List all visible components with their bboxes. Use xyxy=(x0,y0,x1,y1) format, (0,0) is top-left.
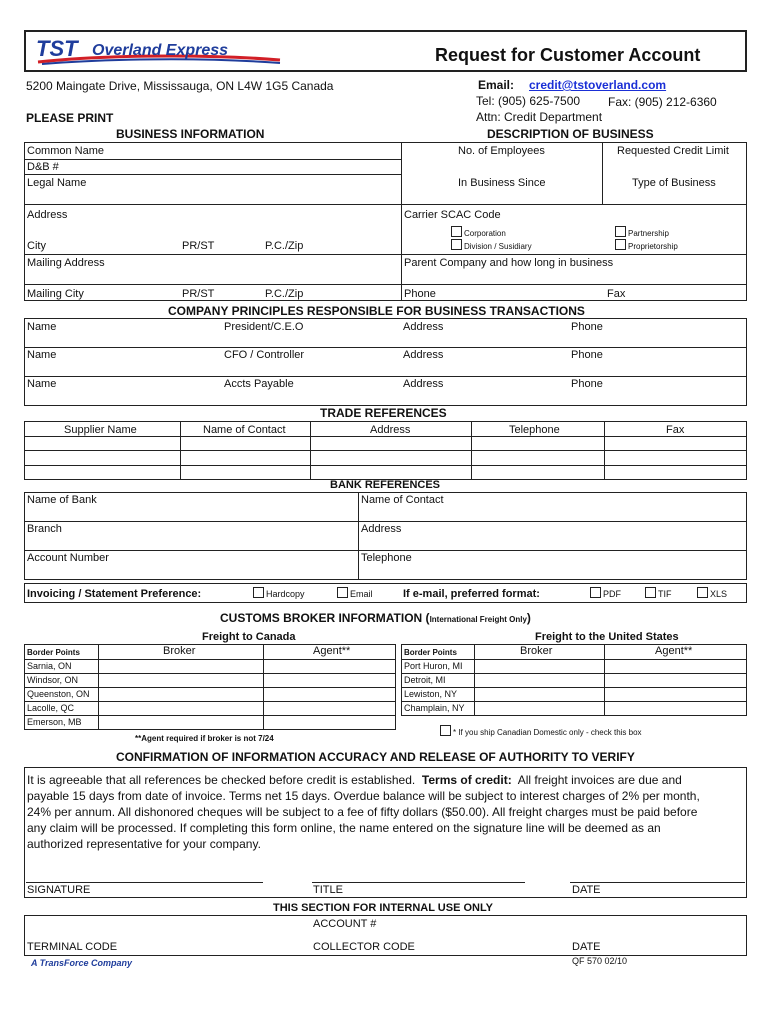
internal-heading: THIS SECTION FOR INTERNAL USE ONLY xyxy=(273,902,494,914)
us-point-3: Lewiston, NY xyxy=(404,689,458,699)
xls-option[interactable]: XLS xyxy=(697,587,727,599)
mailing-prst-label: PR/ST xyxy=(182,288,215,300)
agent-note: **Agent required if broker is not 7/24 xyxy=(135,734,274,743)
description-heading: DESCRIPTION OF BUSINESS xyxy=(487,127,654,141)
bank-telephone-label: Telephone xyxy=(361,552,412,564)
canada-point-4: Lacolle, QC xyxy=(27,703,75,713)
format-label: If e-mail, preferred format: xyxy=(403,588,540,600)
partnership-option[interactable]: Partnership xyxy=(615,226,669,238)
trade-heading: TRADE REFERENCES xyxy=(320,406,447,420)
domestic-only-option[interactable]: * If you ship Canadian Domestic only - check this box xyxy=(440,725,642,737)
email-link[interactable]: credit@tstoverland.com xyxy=(529,78,667,92)
common-name-label: Common Name xyxy=(27,145,105,157)
canada-point-5: Emerson, MB xyxy=(27,717,82,727)
customs-heading: CUSTOMS BROKER INFORMATION (International Freight Only) xyxy=(220,611,531,625)
invoicing-label: Invoicing / Statement Preference: xyxy=(27,588,202,600)
bank-contact-label: Name of Contact xyxy=(361,494,444,506)
scac-label: Carrier SCAC Code xyxy=(404,209,501,221)
principals-heading: COMPANY PRINCIPLES RESPONSIBLE FOR BUSINESS TRANSACTIONS xyxy=(168,304,585,318)
principal-phone-3: Phone xyxy=(571,378,603,390)
corporation-option[interactable]: Corporation xyxy=(451,226,506,238)
svg-text:TST: TST xyxy=(36,36,78,61)
title-line xyxy=(312,882,525,883)
principal-address-1: Address xyxy=(403,321,444,333)
us-point-2: Detroit, MI xyxy=(404,675,446,685)
principal-name-1: Name xyxy=(27,321,57,333)
tif-checkbox[interactable] xyxy=(645,587,656,598)
principal-name-3: Name xyxy=(27,378,57,390)
canada-border-points-header: Border Points xyxy=(27,648,80,657)
bank-heading: BANK REFERENCES xyxy=(330,479,441,491)
confirmation-heading: CONFIRMATION OF INFORMATION ACCURACY AND RELEASE OF AUTHORITY TO VERIFY xyxy=(116,750,635,764)
principal-address-3: Address xyxy=(403,378,444,390)
trade-col-telephone: Telephone xyxy=(509,424,560,436)
form-title: Request for Customer Account xyxy=(435,45,701,65)
attention-line: Attn: Credit Department xyxy=(476,110,603,124)
trade-col-fax: Fax xyxy=(666,424,685,436)
title-label: TITLE xyxy=(313,884,343,896)
email-option[interactable]: Email xyxy=(337,587,373,599)
canada-heading: Freight to Canada xyxy=(202,631,296,643)
us-border-points-header: Border Points xyxy=(404,648,457,657)
mailing-pczip-label: P.C./Zip xyxy=(265,288,304,300)
xls-checkbox[interactable] xyxy=(697,587,708,598)
telephone: Tel: (905) 625-7500 xyxy=(476,94,581,108)
tif-option[interactable]: TIF xyxy=(645,587,672,599)
company-logo xyxy=(34,36,284,69)
hardcopy-option[interactable]: Hardcopy xyxy=(253,587,305,599)
signature-label: SIGNATURE xyxy=(27,884,91,896)
partnership-checkbox[interactable] xyxy=(615,226,626,237)
parent-company-label: Parent Company and how long in business xyxy=(404,257,614,269)
in-business-label: In Business Since xyxy=(458,177,546,189)
transforce-tagline: A TransForce Company xyxy=(31,958,133,968)
bank-name-label: Name of Bank xyxy=(27,494,97,506)
domestic-only-checkbox[interactable] xyxy=(440,725,451,736)
us-point-1: Port Huron, MI xyxy=(404,661,463,671)
trade-col-contact: Name of Contact xyxy=(203,424,286,436)
principal-name-2: Name xyxy=(27,349,57,361)
us-broker-header: Broker xyxy=(520,645,553,657)
bank-account-label: Account Number xyxy=(27,552,109,564)
city-label: City xyxy=(27,240,46,252)
address-label: Address xyxy=(27,209,68,221)
prst-label: PR/ST xyxy=(182,240,215,252)
canada-broker-header: Broker xyxy=(163,645,196,657)
type-of-business-label: Type of Business xyxy=(632,177,716,189)
corporation-checkbox[interactable] xyxy=(451,226,462,237)
company-address: 5200 Maingate Drive, Mississauga, ON L4W 1G5 Canada xyxy=(26,79,334,93)
canada-point-1: Sarnia, ON xyxy=(27,661,72,671)
principal-phone-2: Phone xyxy=(571,349,603,361)
collector-code-label: COLLECTOR CODE xyxy=(313,941,415,953)
us-point-4: Champlain, NY xyxy=(404,703,465,713)
internal-date-label: DATE xyxy=(572,941,601,953)
canada-point-3: Queenston, ON xyxy=(27,689,90,699)
account-label: ACCOUNT # xyxy=(313,918,377,930)
fax-label: Fax xyxy=(607,288,626,300)
please-print: PLEASE PRINT xyxy=(26,111,114,125)
trade-col-address: Address xyxy=(370,424,411,436)
signature-line xyxy=(26,882,263,883)
proprietorship-option[interactable]: Proprietorship xyxy=(615,239,678,251)
pdf-checkbox[interactable] xyxy=(590,587,601,598)
division-option[interactable]: Division / Susidiary xyxy=(451,239,532,251)
fax-number: Fax: (905) 212-6360 xyxy=(608,95,717,109)
legal-name-label: Legal Name xyxy=(27,177,87,189)
phone-label: Phone xyxy=(404,288,436,300)
mailing-address-label: Mailing Address xyxy=(27,257,105,269)
hardcopy-checkbox[interactable] xyxy=(253,587,264,598)
us-heading: Freight to the United States xyxy=(535,631,679,643)
mailing-city-label: Mailing City xyxy=(27,288,84,300)
pdf-option[interactable]: PDF xyxy=(590,587,621,599)
principal-role-3: Accts Payable xyxy=(224,378,294,390)
canada-agent-header: Agent** xyxy=(313,645,351,657)
date-line xyxy=(570,882,745,883)
svg-text:Overland Express: Overland Express xyxy=(92,42,229,59)
credit-limit-label: Requested Credit Limit xyxy=(617,145,729,157)
bank-branch-label: Branch xyxy=(27,523,62,535)
proprietorship-checkbox[interactable] xyxy=(615,239,626,250)
principal-phone-1: Phone xyxy=(571,321,603,333)
date-label: DATE xyxy=(572,884,601,896)
form-code: QF 570 02/10 xyxy=(572,956,628,966)
pczip-label: P.C./Zip xyxy=(265,240,304,252)
business-info-heading: BUSINESS INFORMATION xyxy=(116,127,265,141)
dnb-label: D&B # xyxy=(27,161,59,173)
employees-label: No. of Employees xyxy=(458,145,545,157)
terms-text: It is agreeable that all references be checked before credit is established. Terms of credit: All freight invoices are due and payable 15 days from date of invoice. Terms net 15 days. Overdue balance will be subject to interest charges of 2% per month, 24% per annum. All dishonored cheques will be subject to a fee of fifty dollars ($50.00). All freight charges must be paid before any claim will be processed. If completing this form online, the name entered on the signature line will be deemed as an authorized representative for your company. xyxy=(27,773,700,851)
division-checkbox[interactable] xyxy=(451,239,462,250)
bank-address-label: Address xyxy=(361,523,402,535)
principal-address-2: Address xyxy=(403,349,444,361)
trade-col-supplier: Supplier Name xyxy=(64,424,137,436)
canada-point-2: Windsor, ON xyxy=(27,675,79,685)
email-checkbox[interactable] xyxy=(337,587,348,598)
us-agent-header: Agent** xyxy=(655,645,693,657)
terminal-code-label: TERMINAL CODE xyxy=(27,941,118,953)
principal-role-2: CFO / Controller xyxy=(224,349,305,361)
email-label: Email: xyxy=(478,78,515,92)
principal-role-1: President/C.E.O xyxy=(224,321,304,333)
